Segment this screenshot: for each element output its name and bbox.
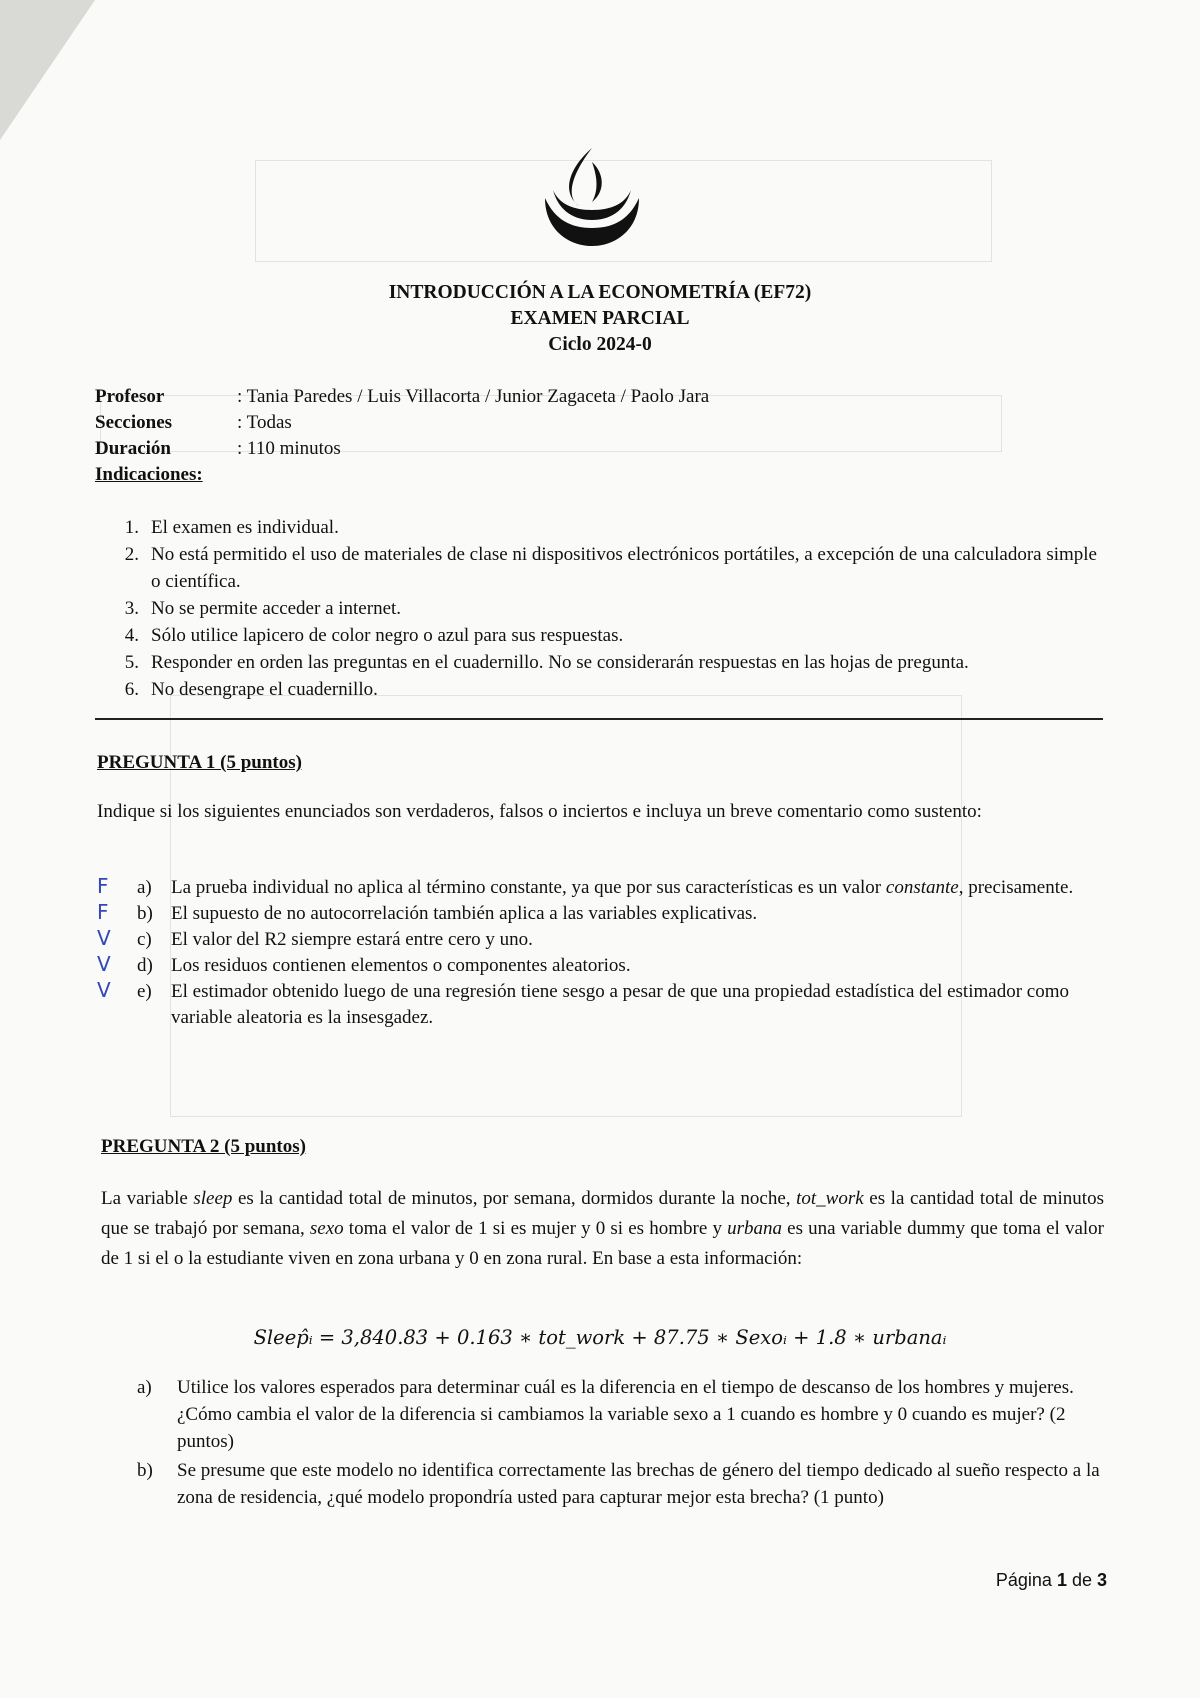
list-item (95, 649, 1105, 676)
item-text-emphasis: constante (885, 877, 959, 898)
variable-name: sexo (309, 1218, 344, 1239)
item-text: Utilice los valores esperados para determinar cuál es la diferencia en el tiempo de descanso de los hombres y mujeres. ¿Cómo cambia el valor de la diferencia si cambiamos la variable sexo a 1 cuando es hombre y 0 cuando es mujer? (2 puntos) (177, 1377, 1074, 1452)
item-text: El supuesto de no autocorrelación también aplica a las variables explicativas. (171, 903, 758, 924)
list-item (97, 874, 1103, 901)
question-1-title: PREGUNTA 1 (5 puntos) (97, 752, 302, 773)
intro-text: La variable (101, 1188, 194, 1209)
exam-title: EXAMEN PARCIAL (510, 308, 690, 329)
intro-text: toma el valor de 1 si es mujer y 0 si es hombre y (343, 1218, 728, 1239)
handwritten-mark: V (97, 952, 111, 976)
exam-info (95, 384, 709, 488)
item-letter: b) (137, 903, 153, 924)
item-letter: d) (137, 955, 153, 976)
intro-text: es la cantidad total de minutos, por semana, dormidos durante la noche, (232, 1188, 797, 1209)
profesor-value: : Tania Paredes / Luis Villacorta / Junior Zagaceta / Paolo Jara (237, 386, 710, 407)
university-logo (539, 140, 645, 250)
profesor-label: Profesor (95, 386, 165, 407)
list-item (95, 622, 1105, 649)
list-number: 6. (124, 679, 139, 700)
question-1-intro: Indique si los siguientes enunciados son verdaderos, falsos o inciertos e incluya un breve comentario como sustento: (97, 801, 982, 822)
exam-cycle: Ciclo 2024-0 (548, 334, 652, 355)
total-pages: 3 (1096, 1570, 1107, 1590)
item-letter: c) (137, 929, 152, 950)
item-letter: a) (137, 1377, 152, 1398)
list-item (95, 595, 1105, 622)
list-text: No se permite acceder a internet. (151, 598, 402, 619)
list-number: 3. (124, 598, 139, 619)
item-text: El estimador obtenido luego de una regresión tiene sesgo a pesar de que una propiedad estadística del estimador como variable aleatoria es la insesgadez. (171, 981, 1069, 1028)
secciones-value: : Todas (237, 412, 292, 433)
current-page: 1 (1056, 1570, 1067, 1590)
item-letter: e) (137, 981, 152, 1002)
list-text: No está permitido el uso de materiales de clase ni dispositivos electrónicos portátiles, a excepción de una calculadora simple o científica. (151, 544, 1097, 592)
list-item (97, 978, 1103, 1031)
item-text (171, 875, 1073, 901)
instructions-list (95, 514, 1105, 703)
item-text-part: La prueba individual no aplica al término constante, ya que por sus características es un valor (171, 877, 886, 898)
list-text: Sólo utilice lapicero de color negro o azul para sus respuestas. (151, 625, 624, 646)
secciones-label: Secciones (95, 412, 173, 433)
question-1-items (97, 874, 1103, 1031)
handwritten-mark: V (97, 978, 111, 1002)
folded-corner (0, 0, 95, 140)
item-letter: a) (137, 877, 152, 898)
handwritten-mark: F (97, 900, 109, 924)
intro-text: es una variable dummy que toma el valor de 1 si el o la estudiante viven en zona urbana y 0 en zona rural. En base a esta información: (101, 1218, 1104, 1269)
item-text-part: , precisamente. (958, 877, 1074, 898)
list-item (97, 952, 1103, 979)
list-item (95, 541, 1105, 595)
handwritten-mark: V (97, 926, 111, 950)
item-text: Los residuos contienen elementos o componentes aleatorios. (171, 955, 631, 976)
question-2-items (137, 1374, 1107, 1511)
list-text: Responder en orden las preguntas en el cuadernillo. No se considerarán respuestas en las hojas de pregunta. (151, 652, 969, 673)
question-2-intro (101, 1184, 1104, 1274)
variable-name: sleep (193, 1188, 233, 1209)
footer-text: Página (995, 1570, 1057, 1590)
indicaciones-label: Indicaciones: (95, 464, 203, 485)
list-item (97, 900, 1103, 927)
list-item (97, 926, 1103, 953)
list-item (95, 514, 1105, 541)
footer-text: de (1066, 1570, 1097, 1590)
page-number (996, 1570, 1107, 1591)
list-number: 1. (124, 517, 139, 538)
duracion-label: Duración (95, 438, 171, 459)
list-number: 5. (124, 652, 139, 673)
regression-equation: Sleep̂ᵢ = 3,840.83 + 0.163 ∗ tot_work + 87.75 ∗ Sexoᵢ + 1.8 ∗ urbanaᵢ (253, 1326, 947, 1349)
intro-text: es la cantidad total de minutos que se trabajó por semana, (101, 1188, 1104, 1239)
handwritten-mark: F (97, 874, 109, 898)
item-text: Se presume que este modelo no identifica correctamente las brechas de género del tiempo dedicado al sueño respecto a la zona de residencia, ¿qué modelo propondría usted para capturar mejor esta brecha? (1 punto) (177, 1460, 1100, 1508)
list-item (137, 1374, 1107, 1455)
variable-name: urbana (727, 1218, 783, 1239)
list-item (95, 676, 1105, 703)
question-2-title: PREGUNTA 2 (5 puntos) (101, 1136, 306, 1157)
item-text: El valor del R2 siempre estará entre cero y uno. (171, 929, 533, 950)
course-title: INTRODUCCIÓN A LA ECONOMETRÍA (EF72) (388, 282, 812, 303)
section-divider (95, 718, 1103, 720)
duracion-value: : 110 minutos (237, 438, 341, 459)
list-item (137, 1457, 1107, 1511)
variable-name: tot_work (796, 1188, 864, 1209)
list-text: No desengrape el cuadernillo. (151, 679, 378, 700)
list-number: 2. (124, 544, 139, 565)
list-number: 4. (124, 625, 139, 646)
list-text: El examen es individual. (151, 517, 339, 538)
item-letter: b) (137, 1460, 153, 1481)
